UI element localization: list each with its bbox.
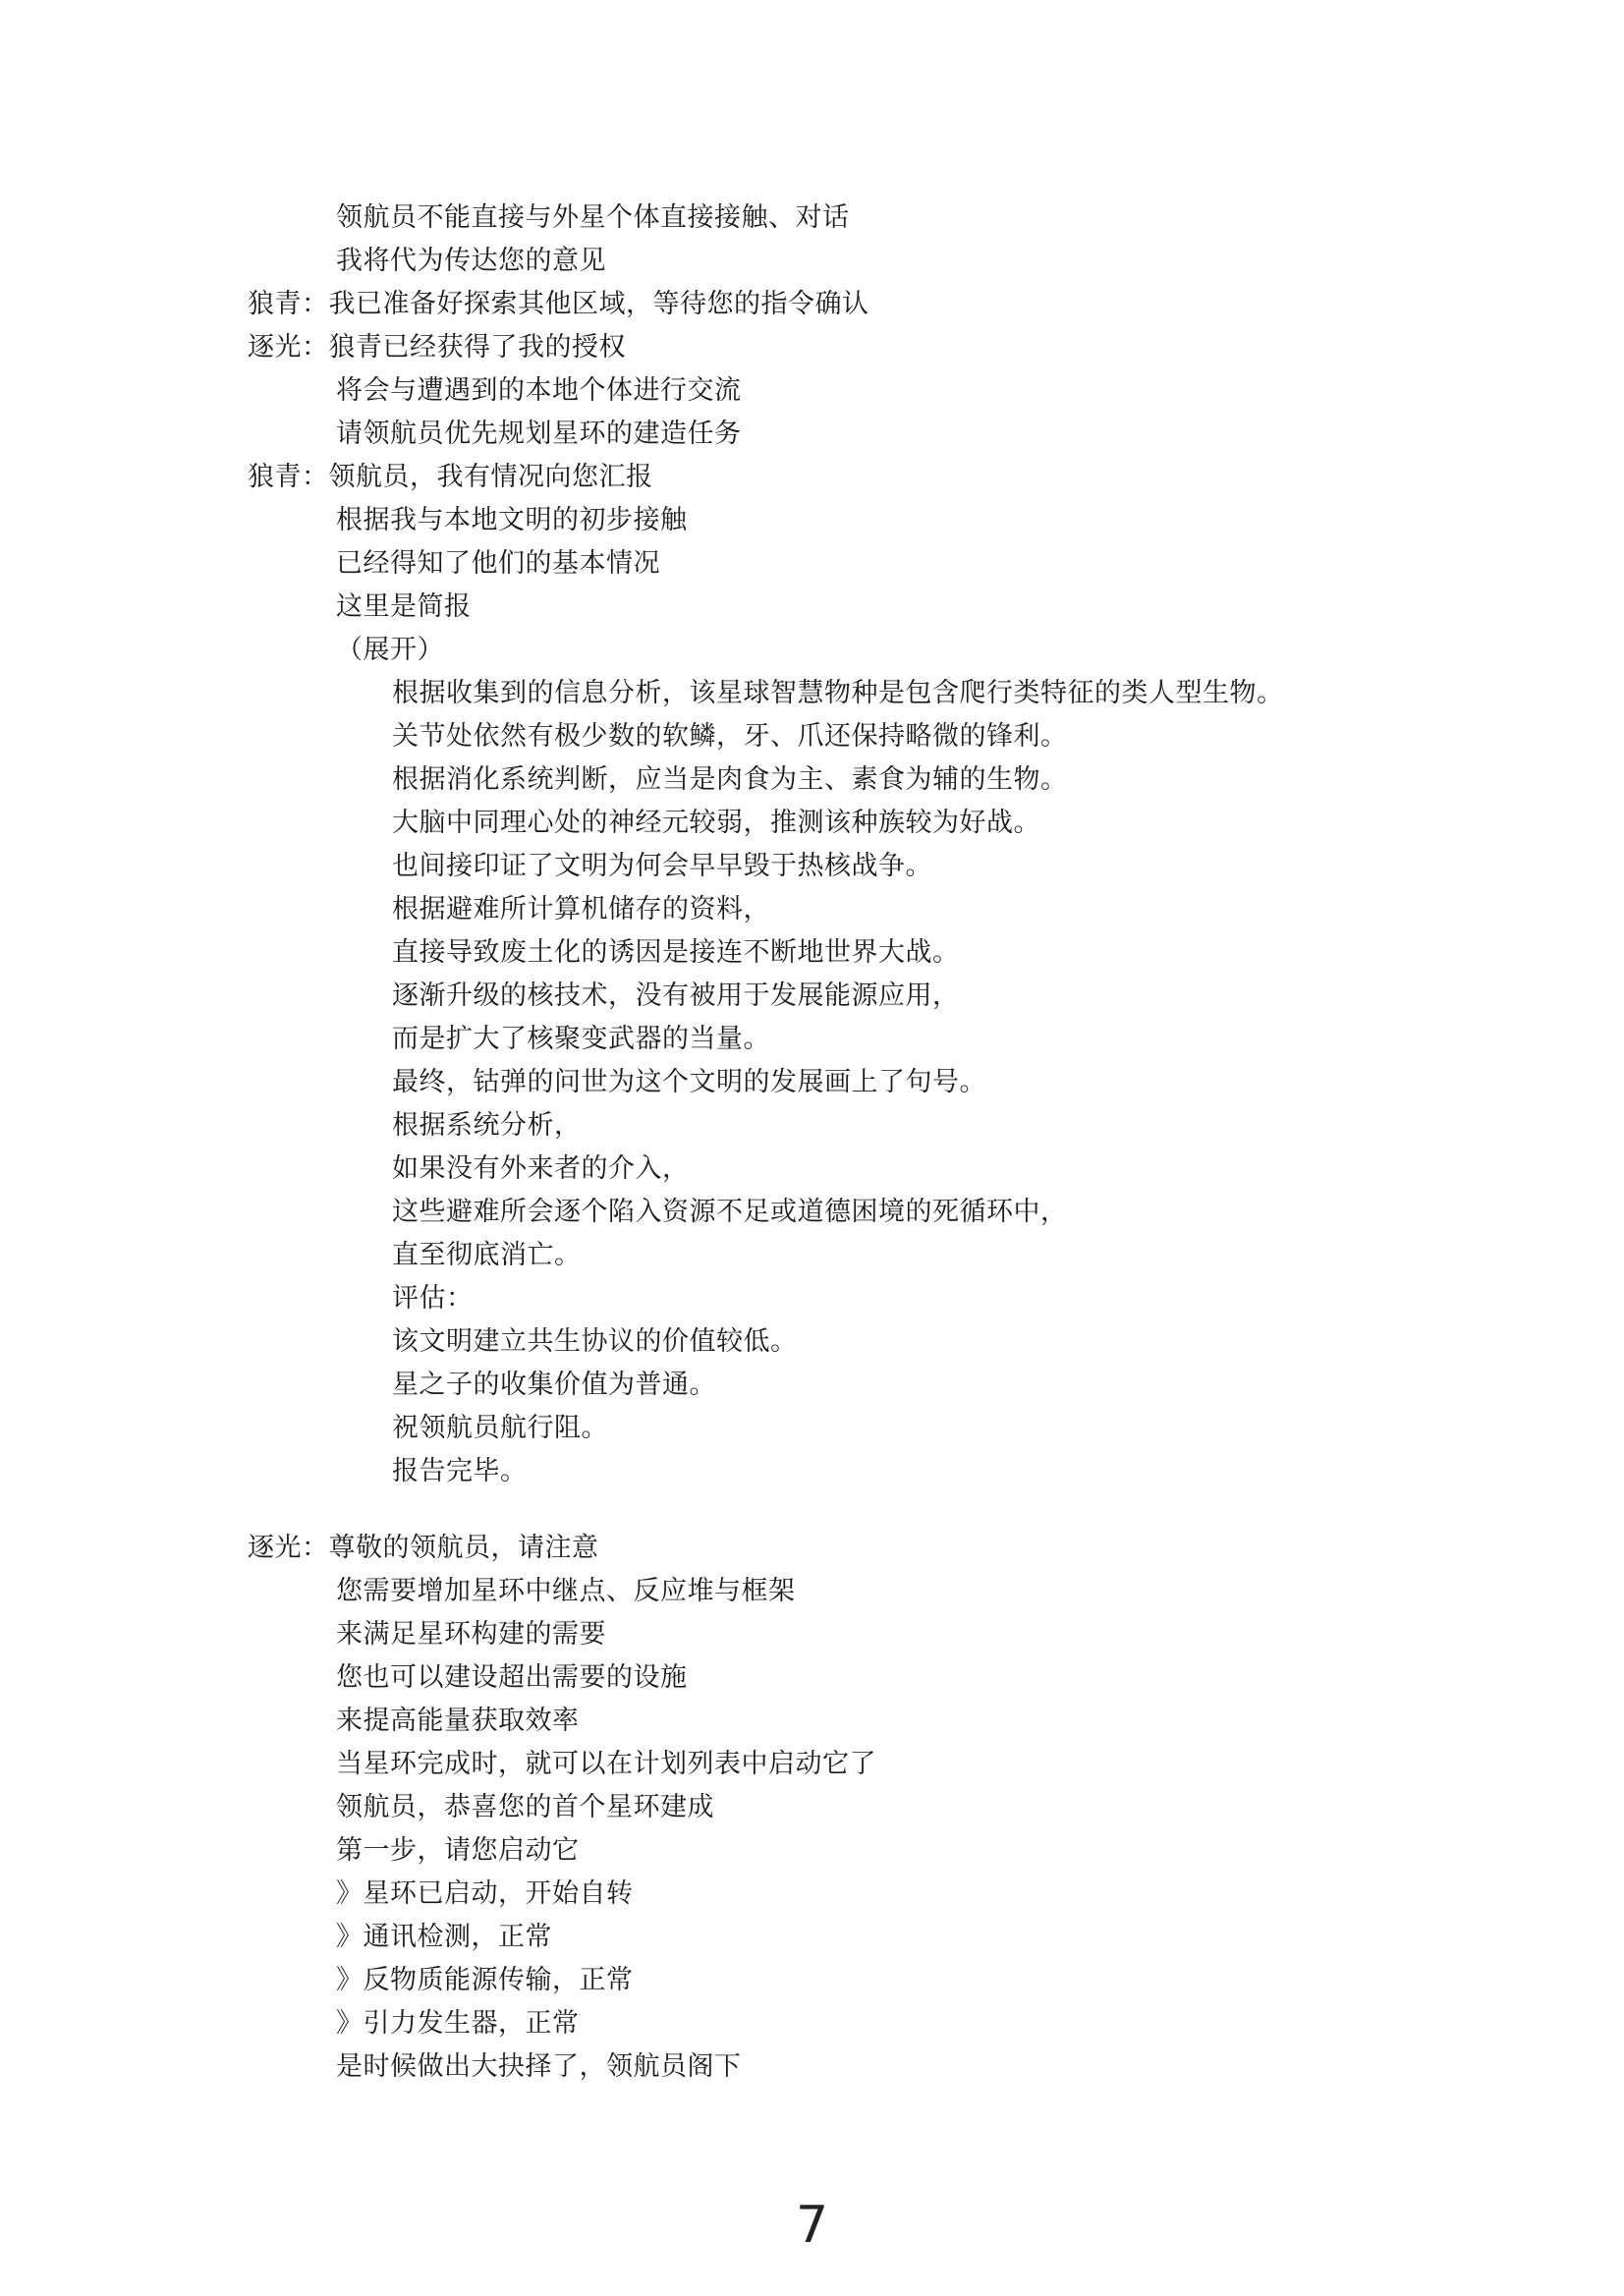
text-line: 已经得知了他们的基本情况 — [336, 548, 660, 579]
text-line: 根据我与本地文明的初步接触 — [336, 505, 688, 535]
report-line: 如果没有外来者的介入， — [392, 1153, 690, 1184]
report-line: 根据系统分析， — [392, 1110, 582, 1141]
report-line: 根据消化系统判断，应当是肉食为主、素食为辅的生物。 — [392, 764, 1068, 795]
report-line: 直至彻底消亡。 — [392, 1240, 582, 1270]
report-line: 关节处依然有极少数的软鳞，牙、爪还保持略微的锋利。 — [392, 721, 1068, 752]
report-line: 大脑中同理心处的神经元较弱，推测该种族较为好战。 — [392, 808, 1040, 838]
report-line: 而是扩大了核聚变武器的当量。 — [392, 1024, 770, 1054]
report-line: 评估： — [392, 1283, 474, 1314]
text-line: 您需要增加星环中继点、反应堆与框架 — [336, 1576, 796, 1606]
report-line: 直接导致废土化的诱因是接连不断地世界大战。 — [392, 937, 960, 968]
text-line: 将会与遭遇到的本地个体进行交流 — [336, 375, 742, 406]
report-line: 祝领航员航行阻。 — [392, 1413, 608, 1443]
text-line: 当星环完成时，就可以在计划列表中启动它了 — [336, 1749, 876, 1779]
dialogue-line: 狼青：我已准备好探索其他区域，等待您的指令确认 — [248, 289, 869, 319]
text-line: 是时候做出大抉择了，领航员阁下 — [336, 2051, 742, 2082]
text-line: 来提高能量获取效率 — [336, 1706, 580, 1736]
text-line: 第一步，请您启动它 — [336, 1835, 580, 1866]
text-line: 领航员，恭喜您的首个星环建成 — [336, 1792, 714, 1822]
report-line: 根据避难所计算机储存的资料， — [392, 894, 770, 924]
dialogue-line: 逐光：尊敬的领航员，请注意 — [248, 1533, 599, 1563]
text-line: 领航员不能直接与外星个体直接接触、对话 — [336, 202, 850, 233]
page-number: 7 — [795, 2196, 829, 2255]
report-line: 逐渐升级的核技术，没有被用于发展能源应用， — [392, 980, 960, 1011]
text-line: 来满足星环构建的需要 — [336, 1619, 606, 1650]
report-line: 该文明建立共生协议的价值较低。 — [392, 1326, 798, 1357]
report-line: 报告完毕。 — [392, 1456, 528, 1486]
report-line: 这些避难所会逐个陷入资源不足或道德困境的死循环中， — [392, 1197, 1068, 1227]
text-line: 这里是简报 — [336, 591, 472, 622]
status-line: 》星环已启动，开始自转 — [336, 1878, 634, 1909]
status-line: 》引力发生器，正常 — [336, 2008, 580, 2039]
dialogue-line: 逐光：狼青已经获得了我的授权 — [248, 332, 626, 363]
expand-marker: （展开） — [336, 635, 444, 665]
text-line: 您也可以建设超出需要的设施 — [336, 1662, 688, 1693]
report-line: 最终，钴弹的问世为这个文明的发展画上了句号。 — [392, 1067, 986, 1097]
report-line: 根据收集到的信息分析，该星球智慧物种是包含爬行类特征的类人型生物。 — [392, 678, 1284, 708]
dialogue-line: 狼青：领航员，我有情况向您汇报 — [248, 462, 653, 492]
text-line: 我将代为传达您的意见 — [336, 246, 606, 276]
status-line: 》反物质能源传输，正常 — [336, 1965, 634, 1995]
report-line: 星之子的收集价值为普通。 — [392, 1370, 716, 1400]
status-line: 》通讯检测，正常 — [336, 1922, 552, 1952]
report-line: 也间接印证了文明为何会早早毁于热核战争。 — [392, 851, 932, 881]
text-line: 请领航员优先规划星环的建造任务 — [336, 419, 742, 449]
